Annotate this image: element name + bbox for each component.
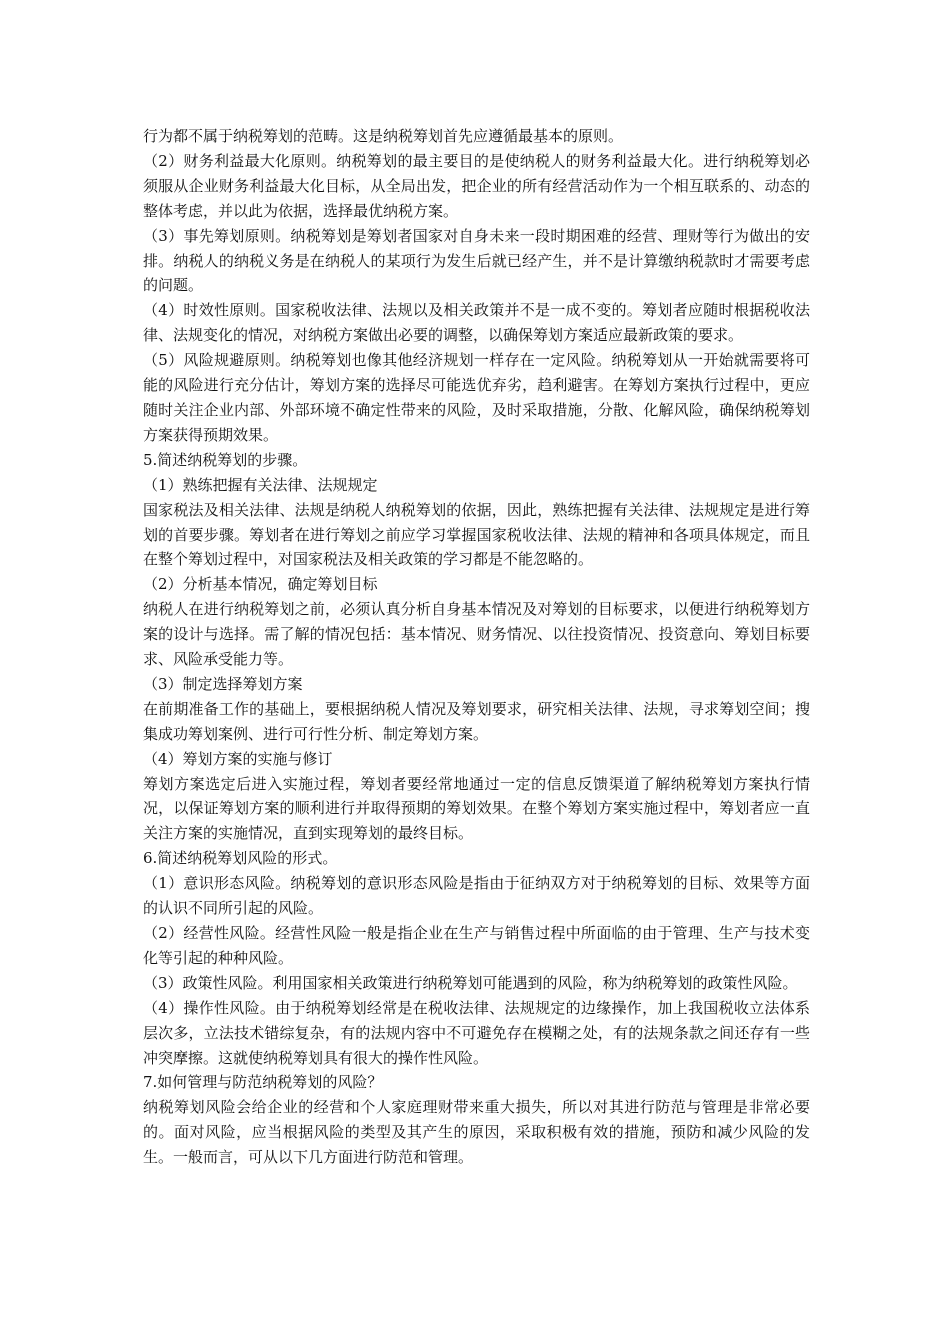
risk-3: （3）政策性风险。利用国家相关政策进行纳税筹划可能遇到的风险，称为纳税筹划的政策性风险。	[143, 973, 798, 992]
step-4-body: 筹划方案选定后进入实施过程，筹划者要经常地通过一定的信息反馈渠道了解纳税筹划方案执行情况，以保证筹划方案的顺利进行并取得预期的筹划效果。在整个筹划方案实施过程中，筹划者应一直关注方案的实施情况，直到实现筹划的最终目标。	[143, 774, 810, 843]
step-1-heading: （1）熟练把握有关法律、法规规定	[143, 475, 378, 494]
paragraph-principle-3: （3）事先筹划原则。纳税筹划是筹划者国家对自身未来一段时期困难的经营、理财等行为做出的安排。纳税人的纳税义务是在纳税人的某项行为发生后就已经产生，并不是计算缴纳税款时才需要考虑的问题。	[143, 226, 810, 295]
question-6-heading: 6.简述纳税筹划风险的形式。	[143, 849, 338, 868]
document-page	[143, 124, 810, 1170]
step-1-body: 国家税法及相关法律、法规是纳税人纳税筹划的依据，因此，熟练把握有关法律、法规规定是进行筹划的首要步骤。筹划者在进行筹划之前应学习掌握国家税收法律、法规的精神和各项具体规定，而且在整个筹划过程中，对国家税法及相关政策的学习都是不能忽略的。	[143, 500, 810, 569]
step-4-heading: （4）筹划方案的实施与修订	[143, 749, 333, 768]
step-2-body: 纳税人在进行纳税筹划之前，必须认真分析自身基本情况及对筹划的目标要求，以便进行纳税筹划方案的设计与选择。需了解的情况包括：基本情况、财务情况、以往投资情况、投资意向、筹划目标要求、风险承受能力等。	[143, 600, 810, 669]
question-7-heading: 7.如何管理与防范纳税筹划的风险？	[143, 1073, 383, 1092]
step-2-heading: （2）分析基本情况，确定筹划目标	[143, 575, 378, 594]
step-3-heading: （3）制定选择筹划方案	[143, 674, 303, 693]
question-7-body: 纳税筹划风险会给企业的经营和个人家庭理财带来重大损失，所以对其进行防范与管理是非常必要的。面对风险，应当根据风险的类型及其产生的原因，采取积极有效的措施，预防和减少风险的发生。一般而言，可从以下几方面进行防范和管理。	[143, 1098, 810, 1167]
step-3-body: 在前期准备工作的基础上，要根据纳税人情况及筹划要求，研究相关法律、法规，寻求筹划空间；搜集成功筹划案例、进行可行性分析、制定筹划方案。	[143, 699, 810, 743]
paragraph-principle-2: （2）财务利益最大化原则。纳税筹划的最主要目的是使纳税人的财务利益最大化。进行纳税筹划必须服从企业财务利益最大化目标，从全局出发，把企业的所有经营活动作为一个相互联系的、动态的整体考虑，并以此为依据，选择最优纳税方案。	[143, 151, 810, 220]
paragraph-principle-5: （5）风险规避原则。纳税筹划也像其他经济规划一样存在一定风险。纳税筹划从一开始就需要将可能的风险进行充分估计，筹划方案的选择尽可能选优弃劣，趋利避害。在筹划方案执行过程中，更应随时关注企业内部、外部环境不确定性带来的风险，及时采取措施，分散、化解风险，确保纳税筹划方案获得预期效果。	[143, 351, 810, 444]
paragraph-principle-4: （4）时效性原则。国家税收法律、法规以及相关政策并不是一成不变的。筹划者应随时根据税收法律、法规变化的情况，对纳税方案做出必要的调整，以确保筹划方案适应最新政策的要求。	[143, 301, 810, 345]
risk-4: （4）操作性风险。由于纳税筹划经常是在税收法律、法规规定的边缘操作，加上我国税收立法体系层次多，立法技术错综复杂，有的法规内容中不可避免存在模糊之处，有的法规条款之间还存有一些冲突摩擦。这就使纳税筹划具有很大的操作性风险。	[143, 998, 810, 1067]
paragraph-principle-1-end: 行为都不属于纳税筹划的范畴。这是纳税筹划首先应遵循最基本的原则。	[143, 127, 624, 145]
risk-1: （1）意识形态风险。纳税筹划的意识形态风险是指由于征纳双方对于纳税筹划的目标、效果等方面的认识不同所引起的风险。	[143, 874, 810, 918]
question-5-heading: 5.简述纳税筹划的步骤。	[143, 450, 308, 469]
risk-2: （2）经营性风险。经营性风险一般是指企业在生产与销售过程中所面临的由于管理、生产与技术变化等引起的种种风险。	[143, 924, 810, 967]
